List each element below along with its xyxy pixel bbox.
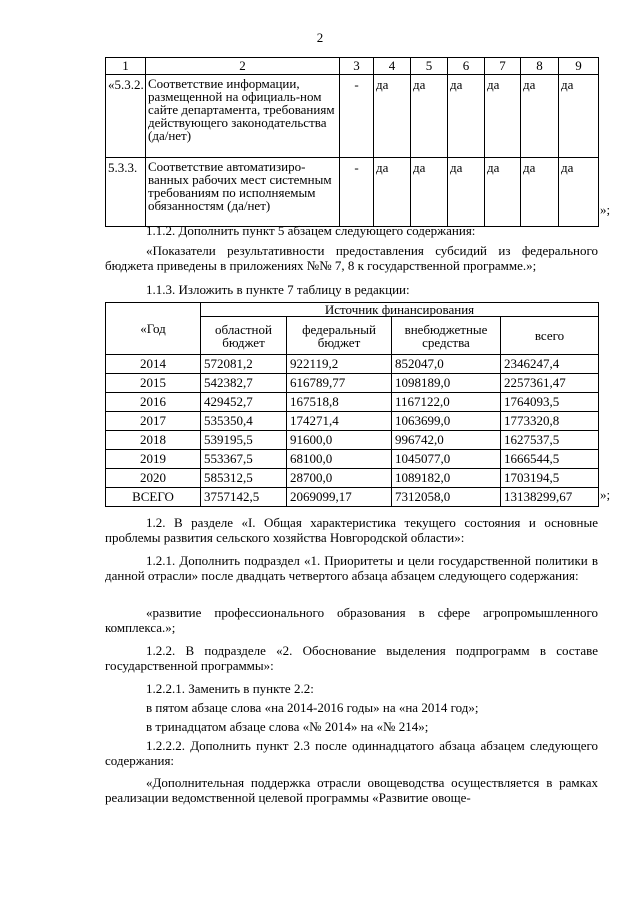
value-cell: 2346247,4: [501, 355, 599, 374]
value-cell: 2257361,47: [501, 374, 599, 393]
header-cell: 1: [106, 58, 146, 75]
paragraph-1-2-2-1-a: в пятом абзаце слова «на 2014-2016 годы» на «на 2014 год»;: [146, 700, 479, 715]
value-cell: да: [559, 158, 599, 227]
table2-closing-quote: »;: [600, 487, 611, 502]
table-row: [106, 450, 599, 469]
value-cell: да: [521, 158, 559, 227]
value-cell: да: [448, 158, 485, 227]
value-cell: да: [521, 75, 559, 158]
table-row: [106, 158, 599, 227]
header-cell: 3: [340, 58, 374, 75]
source-header: Источник финансирования: [201, 303, 599, 317]
value-cell: 1773320,8: [501, 412, 599, 431]
paragraph-1-2-2-2-quote: «Дополнительная поддержка отрасли овощеводства осуществляется в рамках реализации ведомственной целевой программы «Развитие овоще-: [105, 775, 598, 805]
value-cell: 7312058,0: [392, 488, 501, 507]
year-cell: 2018: [106, 431, 201, 450]
table-row: [106, 355, 599, 374]
year-cell: 2020: [106, 469, 201, 488]
paragraph-1-2-2-1-b: в тринадцатом абзаце слова «№ 2014» на «№ 214»;: [146, 719, 429, 734]
value-cell: 1063699,0: [392, 412, 501, 431]
value-cell: 13138299,67: [501, 488, 599, 507]
paragraph-1-2-1-quote: «развитие профессионального образования в сфере агропромышленного комплекса.»;: [105, 605, 598, 635]
value-cell: 542382,7: [201, 374, 287, 393]
value-cell: да: [411, 75, 448, 158]
header-cell: 8: [521, 58, 559, 75]
paragraph-1-2-1: 1.2.1. Дополнить подраздел «1. Приоритеты и цели государственной политики в данной отрасли» после двадцать четвертого абзаца абзацем следующего содержания:: [105, 553, 598, 583]
column-header: областной бюджет: [201, 317, 287, 355]
value-cell: -: [340, 75, 374, 158]
value-cell: 429452,7: [201, 393, 287, 412]
value-cell: 616789,77: [287, 374, 392, 393]
value-cell: 167518,8: [287, 393, 392, 412]
year-cell: 2017: [106, 412, 201, 431]
table1-closing-quote: »;: [600, 202, 611, 217]
paragraph-1-1-2-quote: «Показатели результативности предоставления субсидий из федерального бюджета приведены в приложениях №№ 7, 8 к государственной программе.»;: [105, 243, 598, 273]
table-row: [106, 393, 599, 412]
value-cell: 1627537,5: [501, 431, 599, 450]
table-row: [106, 75, 599, 158]
value-cell: 28700,0: [287, 469, 392, 488]
value-cell: 1703194,5: [501, 469, 599, 488]
year-cell: 2019: [106, 450, 201, 469]
value-cell: 553367,5: [201, 450, 287, 469]
header-cell: 6: [448, 58, 485, 75]
value-cell: 1666544,5: [501, 450, 599, 469]
financing-table: [105, 302, 599, 507]
table-row: [106, 488, 599, 507]
table-header-row: [106, 58, 599, 75]
row-number: 5.3.3.: [106, 158, 146, 227]
value-cell: 1045077,0: [392, 450, 501, 469]
header-cell: 5: [411, 58, 448, 75]
value-cell: 1089182,0: [392, 469, 501, 488]
value-cell: да: [448, 75, 485, 158]
value-cell: да: [411, 158, 448, 227]
row-description: Соответствие автоматизиро-ванных рабочих мест системным требованиям по исполняемым обязанностям (да/нет): [146, 158, 340, 227]
value-cell: 1764093,5: [501, 393, 599, 412]
table-row: [106, 431, 599, 450]
value-cell: да: [374, 75, 411, 158]
value-cell: -: [340, 158, 374, 227]
row-number: «5.3.2.: [106, 75, 146, 158]
value-cell: 585312,5: [201, 469, 287, 488]
column-header: всего: [501, 317, 599, 355]
paragraph-1-2: 1.2. В разделе «I. Общая характеристика текущего состояния и основные проблемы развития сельского хозяйства Новгородской области»:: [105, 515, 598, 545]
year-cell: 2016: [106, 393, 201, 412]
indicators-table: [105, 57, 599, 227]
value-cell: 852047,0: [392, 355, 501, 374]
value-cell: 572081,2: [201, 355, 287, 374]
value-cell: 1167122,0: [392, 393, 501, 412]
year-cell: 2015: [106, 374, 201, 393]
table-header-row: [106, 303, 599, 317]
page-number: 2: [316, 30, 324, 45]
paragraph-1-1-3: 1.1.3. Изложить в пункте 7 таблицу в редакции:: [146, 282, 410, 297]
table-row: [106, 374, 599, 393]
year-cell: 2014: [106, 355, 201, 374]
value-cell: 174271,4: [287, 412, 392, 431]
column-header: внебюджетные средства: [392, 317, 501, 355]
paragraph-1-2-2: 1.2.2. В подразделе «2. Обоснование выделения подпрограмм в составе государственной программы»:: [105, 643, 598, 673]
value-cell: да: [485, 75, 521, 158]
header-cell: 4: [374, 58, 411, 75]
value-cell: да: [559, 75, 599, 158]
value-cell: 539195,5: [201, 431, 287, 450]
value-cell: 1098189,0: [392, 374, 501, 393]
paragraph-1-2-2-1: 1.2.2.1. Заменить в пункте 2.2:: [146, 681, 314, 696]
paragraph-1-1-2: 1.1.2. Дополнить пункт 5 абзацем следующего содержания:: [146, 223, 476, 238]
value-cell: 535350,4: [201, 412, 287, 431]
value-cell: да: [374, 158, 411, 227]
value-cell: 3757142,5: [201, 488, 287, 507]
value-cell: 996742,0: [392, 431, 501, 450]
value-cell: 922119,2: [287, 355, 392, 374]
column-header: федеральный бюджет: [287, 317, 392, 355]
table-row: [106, 412, 599, 431]
year-header: «Год: [106, 303, 201, 355]
value-cell: 68100,0: [287, 450, 392, 469]
value-cell: да: [485, 158, 521, 227]
row-description: Соответствие информации, размещенной на официаль-ном сайте департамента, требованиям действующего законодательства (да/нет): [146, 75, 340, 158]
value-cell: 2069099,17: [287, 488, 392, 507]
table-row: [106, 469, 599, 488]
header-cell: 9: [559, 58, 599, 75]
year-cell: ВСЕГО: [106, 488, 201, 507]
header-cell: 2: [146, 58, 340, 75]
value-cell: 91600,0: [287, 431, 392, 450]
paragraph-1-2-2-2: 1.2.2.2. Дополнить пункт 2.3 после одиннадцатого абзаца абзацем следующего содержания:: [105, 738, 598, 768]
header-cell: 7: [485, 58, 521, 75]
